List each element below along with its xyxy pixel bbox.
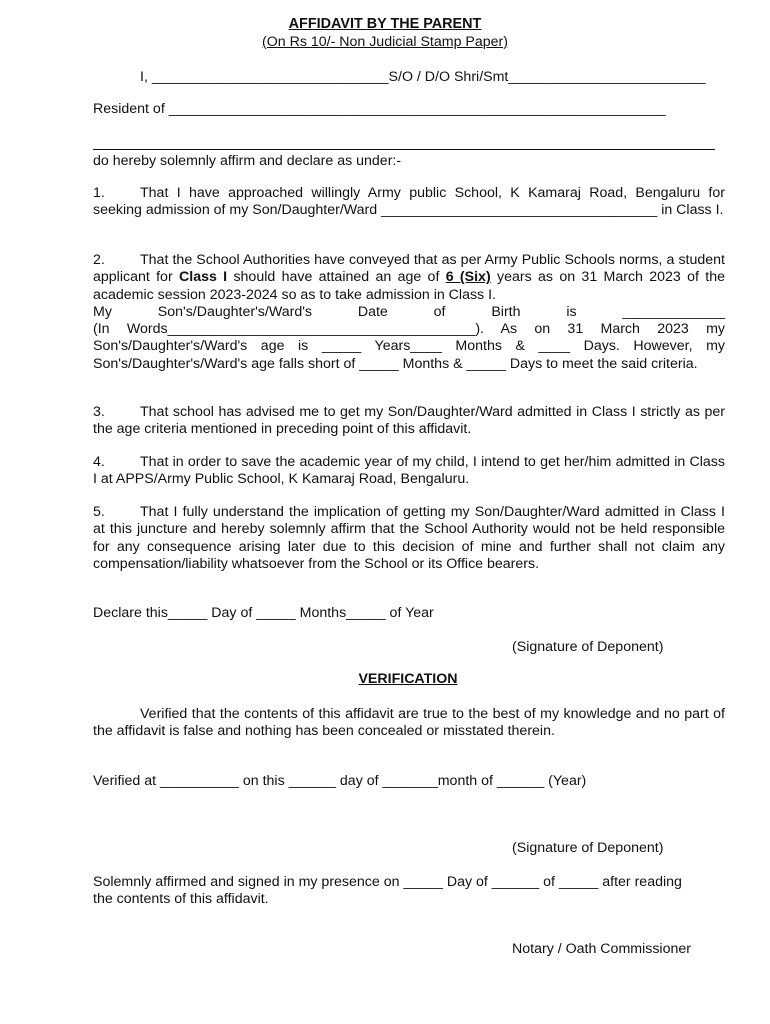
resident-line: Resident of _______________________________________________________________ <box>93 101 666 117</box>
verified-at-line: Verified at __________ on this ______ day of _______month of ______ (Year) <box>93 773 587 789</box>
dob-word: Date <box>357 304 388 320</box>
point-5 <box>93 504 725 574</box>
notary-label: Notary / Oath Commissioner <box>512 941 691 957</box>
verification-body: Verified that the contents of this affidavit are true to the best of my knowledge and no part of the affidavit is false and nothing has been concealed or misstated therein. <box>93 706 725 740</box>
document-subtitle: (On Rs 10/- Non Judicial Stamp Paper) <box>261 34 509 50</box>
point-number: 1. <box>93 185 105 201</box>
point-text-b: should have attained an age of <box>227 269 446 286</box>
dob-word: My <box>93 304 112 320</box>
point-1 <box>93 185 725 220</box>
declare-line: Declare this_____ Day of _____ Months_____ of Year <box>93 605 434 621</box>
dob-word: of <box>433 304 446 320</box>
name-line: I, ______________________________S/O / D/O Shri/Smt_________________________ <box>140 69 706 85</box>
signature-of-deponent: (Signature of Deponent) <box>512 639 664 655</box>
document-title: AFFIDAVIT BY THE PARENT <box>288 16 482 32</box>
point-number: 5. <box>93 504 105 520</box>
point-text-a: That the School Authorities have conveyed that as per Army Public Schools norms, a student applicant for <box>93 252 725 286</box>
point-text: That I fully understand the implication of getting my Son/Daughter/Ward admitted in Class I at this juncture and hereby solemnly affirm that the School Authority would not be held responsible for any consequence arising later due to this decision of mine and further shall not claim any compensation/liability whatsoever from the School or its Office bearers. <box>93 504 725 573</box>
point-2 <box>93 252 725 304</box>
age-bold: 6 (Six) <box>445 269 491 286</box>
signature-of-deponent-2: (Signature of Deponent) <box>512 840 664 856</box>
point-3 <box>93 404 725 439</box>
point-2-continued: (In Words_______________________________________). As on 31 March 2023 my Son's/Daughter's/Ward's age is _____ Years____ Months & ____ Days. However, my Son's/Daughter's/Ward's age falls short of _____ Months & _____ Days to meet the said criteria. <box>93 321 725 372</box>
point-text: That school has advised me to get my Son/Daughter/Ward admitted in Class I strictly as per the age criteria mentioned in preceding point of this affidavit. <box>93 404 725 438</box>
point-number: 2. <box>93 252 105 268</box>
blank-address-line <box>93 149 715 150</box>
point-text: That I have approached willingly Army public School, K Kamaraj Road, Bengaluru for seeking admission of my Son/Daughter/Ward ___________________________________ in Class I. <box>93 185 725 219</box>
point-number: 3. <box>93 404 105 420</box>
dob-row <box>93 304 725 321</box>
class-bold: Class I <box>179 269 228 286</box>
point-text: That in order to save the academic year of my child, I intend to get her/him admitted in Class I at APPS/Army Public School, K Kamaraj Road, Bengaluru. <box>93 454 725 488</box>
dob-word: Birth <box>491 304 521 320</box>
point-text-c: years as on 31 March 2023 of the academic session 2023-2024 so as to take admission in Class I. <box>93 269 726 303</box>
solemnly-affirmed: Solemnly affirmed and signed in my presence on _____ Day of ______ of _____ after reading the contents of this affidavit. <box>93 874 682 908</box>
dob-word: is <box>566 304 577 320</box>
verification-heading: VERIFICATION <box>358 671 458 687</box>
affirm-line: do hereby solemnly affirm and declare as under:- <box>93 153 402 169</box>
dob-word: _____________ <box>622 304 725 320</box>
point-number: 4. <box>93 454 105 470</box>
verification-text <box>93 706 725 741</box>
dob-word: Son's/Daughter's/Ward's <box>157 304 313 320</box>
point-4 <box>93 454 725 489</box>
